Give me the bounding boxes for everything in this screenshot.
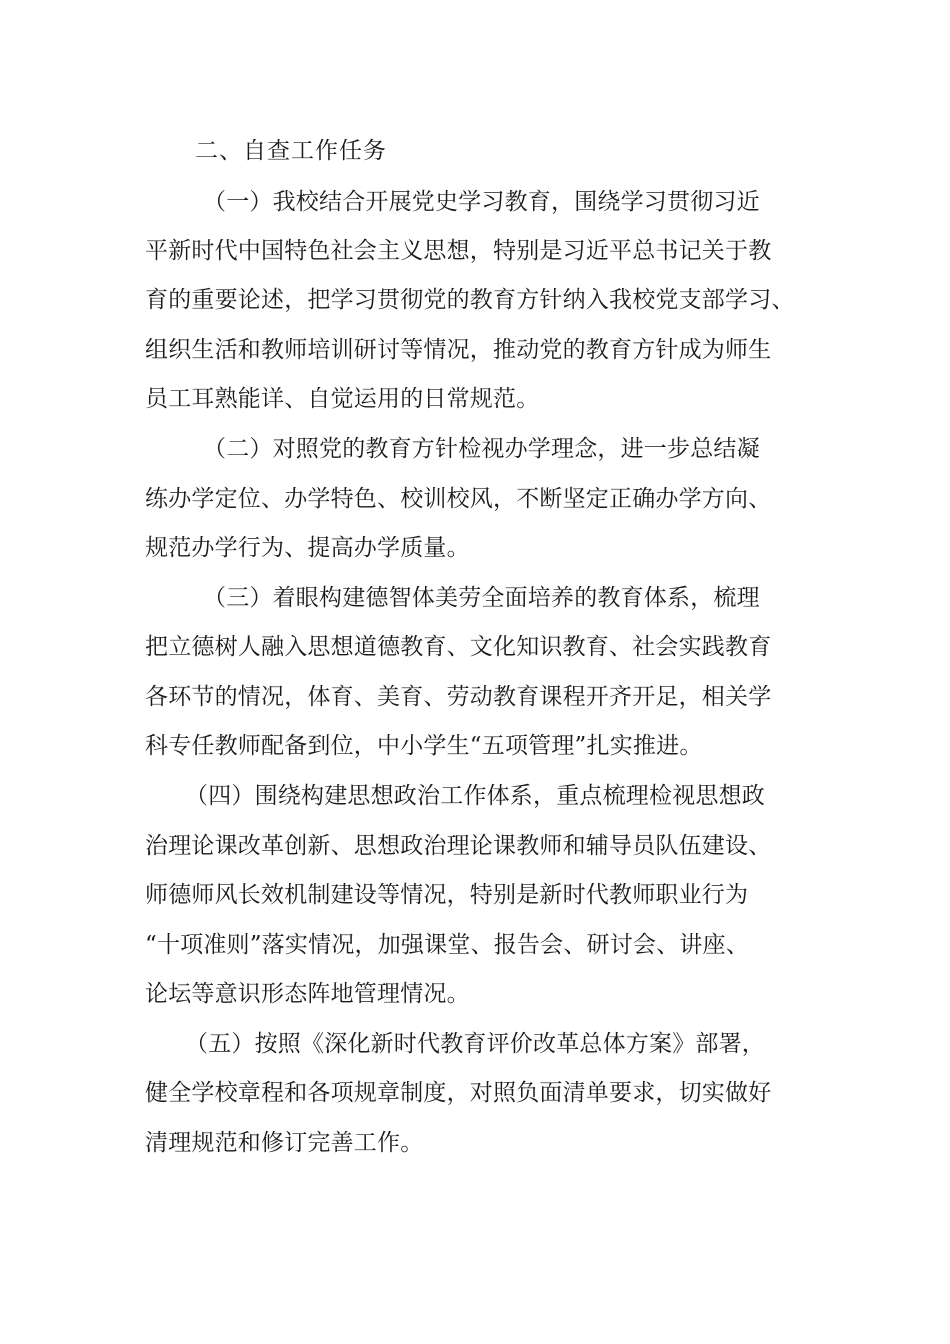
paragraph-4-line-4: “十项准则”落实情况，加强课堂、报告会、研讨会、讲座、 <box>145 932 749 958</box>
paragraph-4-line-2: 治理论课改革创新、思想政治理论课教师和辅导员队伍建设、 <box>145 833 772 859</box>
paragraph-1-line-5: 员工耳熟能详、自觉运用的日常规范。 <box>145 386 540 412</box>
paragraph-5-line-3: 清理规范和修订完善工作。 <box>145 1130 424 1156</box>
paragraph-3-line-2: 把立德树人融入思想道德教育、文化知识教育、社会实践教育 <box>145 634 772 660</box>
section-heading: 二、自查工作任务 <box>195 138 387 164</box>
paragraph-3-line-4: 科专任教师配备到位，中小学生“五项管理”扎实推进。 <box>145 733 703 759</box>
paragraph-1-line-1: （一）我校结合开展党史学习教育，围绕学习贯彻习近 <box>203 189 760 215</box>
paragraph-4-line-5: 论坛等意识形态阵地管理情况。 <box>145 981 470 1007</box>
paragraph-1-line-3: 育的重要论述，把学习贯彻党的教育方针纳入我校党支部学习、 <box>145 287 795 313</box>
paragraph-5-line-2: 健全学校章程和各项规章制度，对照负面清单要求，切实做好 <box>145 1080 772 1106</box>
paragraph-1-line-2: 平新时代中国特色社会主义思想，特别是习近平总书记关于教 <box>145 238 772 264</box>
paragraph-2-line-3: 规范办学行为、提高办学质量。 <box>145 535 470 561</box>
paragraph-4-line-3: 师德师风长效机制建设等情况，特别是新时代教师职业行为 <box>145 882 749 908</box>
paragraph-5-line-1: （五）按照《深化新时代教育评价改革总体方案》部署， <box>185 1031 765 1057</box>
paragraph-3-line-1: （三）着眼构建德智体美劳全面培养的教育体系，梳理 <box>203 585 760 611</box>
paragraph-1-line-4: 组织生活和教师培训研讨等情况，推动党的教育方针成为师生 <box>145 337 772 363</box>
paragraph-3-line-3: 各环节的情况，体育、美育、劳动教育课程开齐开足，相关学 <box>145 684 772 710</box>
paragraph-2-line-1: （二）对照党的教育方针检视办学理念，进一步总结凝 <box>203 436 760 462</box>
paragraph-2-line-2: 练办学定位、办学特色、校训校风，不断坚定正确办学方向、 <box>145 486 772 512</box>
paragraph-4-line-1: （四）围绕构建思想政治工作体系，重点梳理检视思想政 <box>185 783 765 809</box>
